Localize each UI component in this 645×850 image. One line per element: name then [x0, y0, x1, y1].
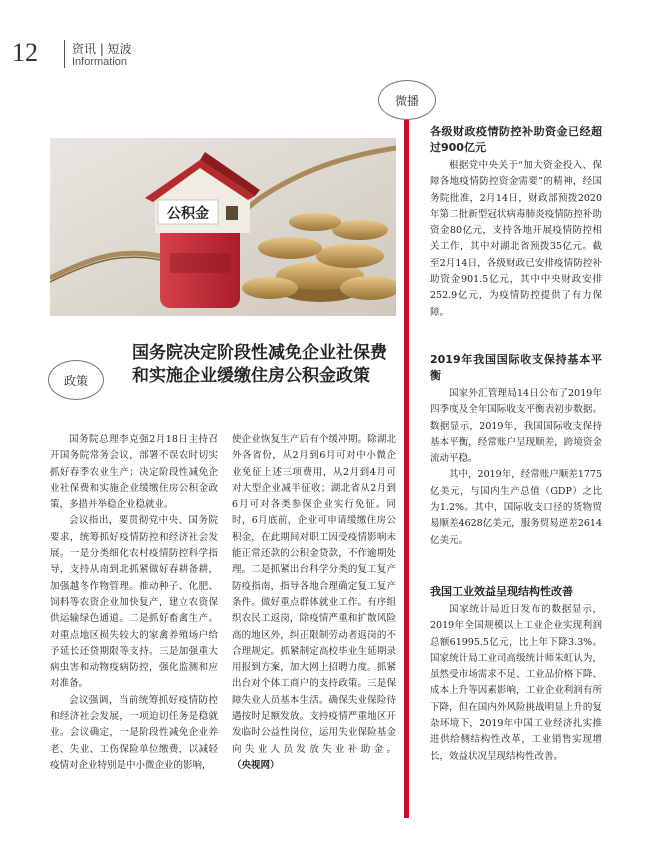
news-title-2: 2019年我国国际收支保持基本平衡: [430, 353, 602, 382]
article-headline: 国务院决定阶段性减免企业社保费和实施企业缓缴住房公积金政策: [132, 343, 387, 386]
news-body-1: [430, 158, 602, 321]
house-sign-text: 公积金: [167, 206, 209, 222]
policy-tag: 政策: [48, 360, 104, 400]
news-body-3: [430, 602, 602, 765]
paragraph: 使企业恢复生产后有个缓冲期。除湖北外各省份，从2月到6月可对中小微企业免征上述三项费用，从2月到4月可对大型企业减半征收；湖北省从2月到6月可对各类参保企业实行免征。同时，6月底前，企业可申请缓缴住房公积金，在此期间对职工因受疫情影响未能正常还款的公积金贷款，不作逾期处理。二是抓紧出台科学分类的复工复产防疫指南，指导各地合理确定复工复产条件。做好重点群体就业工作。有序组织农民工返岗，除疫情严重和扩散风险高的地区外，纠正限制劳动者返岗的不合理规定。抓紧制定高校毕业生延期录用报到方案，加大网上招聘力度。抓紧出台对个体工商户的支持政策。三是保障失业人员基本生活。确保失业保险待遇按时足额发放。支持疫情严重地区开发临时公益性岗位，运用失业保险基金向失业人员发放失业补助金。: [232, 434, 396, 755]
paragraph: 其中，2019年，经常账户顺差1775亿美元，与国内生产总值（GDP）之比为1.2%。其中，国际收支口径的货物贸易顺差4628亿美元，服务贸易逆差2614亿美元。: [430, 469, 602, 546]
page-number: 12: [12, 38, 38, 67]
paragraph: 国家统计局近日发布的数据显示，2019年全国规模以上工业企业实现利润总额61995.5亿元，比上年下降3.3%。国家统计局工业司高级统计师朱虹认为，虽然受市场需求不足、工业品价格下降、成本上升等因素影响，工业企业利润有所下降，但在国内外风险挑战明显上升的复杂环境下，2019年中国工业经济扎实推进供给侧结构性改革，工业销售实现增长，效益状况呈现结构性改善。: [430, 604, 602, 762]
header-divider: [64, 40, 65, 68]
news-title-3: 我国工业效益呈现结构性改善: [430, 585, 573, 598]
section-title: 资讯 | 短波: [72, 42, 132, 56]
article-column-2: [232, 432, 396, 774]
paragraph: 会议强调，当前统筹抓好疫情防控和经济社会发展，一项迫切任务是稳就业。会议确定，一是阶段性减免企业养老、失业、工伤保险单位缴费，以减轻疫情对企业特别是中小微企业的影响，: [50, 694, 218, 771]
house-money-illustration: [50, 138, 396, 316]
article-column-1: [50, 432, 218, 774]
news-body-2: [430, 386, 602, 549]
article-photo: [50, 138, 396, 316]
article-source: （央视网）: [232, 759, 280, 771]
paragraph: 国务院总理李克强2月18日主持召开国务院常务会议，部署不误农时切实抓好春季农业生产；决定阶段性减免企业社保费和实施企业缓缴住房公积金政策，多措并举稳企业稳就业。: [50, 434, 218, 511]
weibo-tag: 微播: [378, 80, 436, 120]
news-title-1: 各级财政疫情防控补助资金已经超过900亿元: [430, 125, 602, 154]
paragraph: 国家外汇管理局14日公布了2019年四季度及全年国际收支平衡表初步数据。数据显示，2019年，我国国际收支保持基本平衡，经常账户呈现顺差，跨境资金流动平稳。: [430, 388, 602, 465]
paragraph: 会议指出，要贯彻党中央、国务院要求，统筹抓好疫情防控和经济社会发展。一是分类细化农村疫情防控科学指导，支持从南到北抓紧做好春耕备耕，加强越冬作物管理。推动种子、化肥、饲料等农资企业加快复产，建立农资保供运输绿色通道。二是抓好畜禽生产。对重点地区损失较大的家禽养殖场户给予延长还贷期限等支持。三是加强重大病虫害和动物疫病防控，强化监测和应对准备。: [50, 515, 218, 690]
paragraph: 根据党中央关于“加大资金投入、保障各地疫情防控资金需要”的精神，经国务院批准，2月14日，财政部预拨2020年第二批新型冠状病毒肺炎疫情防控补助资金80亿元，支持各地开展疫情防控相关工作，其中对湖北省预拨35亿元。截至2月14日，各级财政已安排疫情防控补助资金901.5亿元，其中中央财政安排252.9亿元，为疫情防控提供了有力保障。: [430, 160, 602, 318]
column-divider: [404, 118, 409, 818]
section-subtitle: Information: [72, 56, 128, 68]
